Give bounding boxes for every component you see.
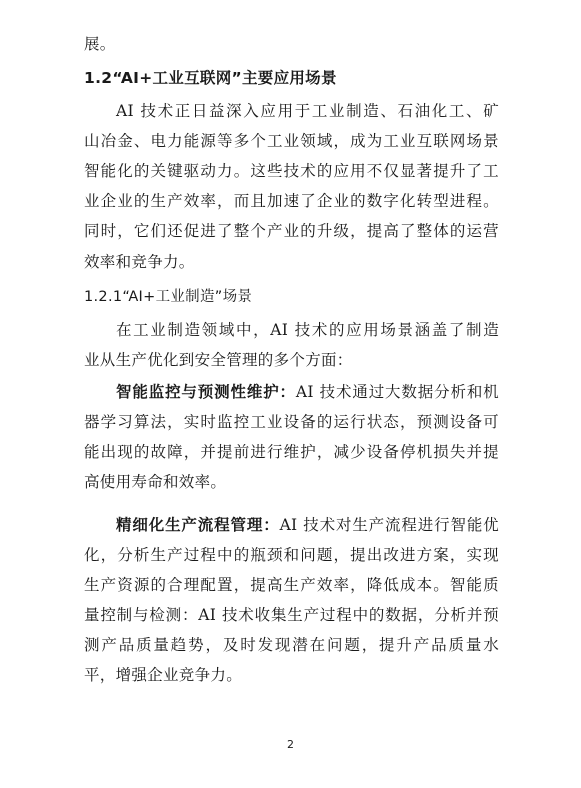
section-heading-1-2: 1.2“AI+工业互联网”主要应用场景: [84, 69, 337, 87]
section-heading-1-2-1: 1.2.1“AI+工业制造”场景: [84, 289, 253, 305]
page-number: 2: [287, 738, 294, 751]
paragraph-line: 器学习算法，实时监控工业设备的运行状态，预测设备可: [84, 413, 499, 431]
paragraph-tail-line: 展。: [84, 35, 116, 53]
term-smart-monitoring: 智能监控与预测性维护：: [116, 383, 296, 401]
paragraph-line: [116, 382, 499, 402]
paragraph-line: [116, 515, 499, 535]
paragraph-line: 高使用寿命和效率。: [84, 473, 227, 491]
paragraph-line: 能出现的故障，并提前进行维护，减少设备停机损失并提: [84, 443, 499, 461]
paragraph-text: AI 技术通过大数据分析和机: [295, 383, 499, 401]
term-process-management: 精细化生产流程管理：: [116, 516, 280, 534]
paragraph-line: 效率和竞争力。: [84, 253, 195, 271]
paragraph-line: 量控制与检测：AI 技术收集生产过程中的数据，分析并预: [84, 606, 499, 624]
paragraph-line: 山冶金、电力能源等多个工业领域，成为工业互联网场景: [84, 132, 499, 150]
paragraph-line: 在工业制造领域中，AI 技术的应用场景涵盖了制造: [116, 321, 499, 339]
paragraph-line: 平，增强企业竞争力。: [84, 666, 243, 684]
paragraph-line: 业企业的生产效率，而且加速了企业的数字化转型进程。: [84, 192, 499, 210]
paragraph-line: AI 技术正日益深入应用于工业制造、石油化工、矿: [116, 102, 499, 120]
paragraph-line: 业从生产优化到安全管理的多个方面：: [84, 351, 353, 369]
paragraph-line: 同时，它们还促进了整个产业的升级，提高了整体的运营: [84, 222, 499, 240]
paragraph-line: 生产资源的合理配置，提高生产效率，降低成本。智能质: [84, 576, 499, 594]
paragraph-text: AI 技术对生产流程进行智能优: [279, 516, 499, 534]
paragraph-line: 智能化的关键驱动力。这些技术的应用不仅显著提升了工: [84, 162, 499, 180]
paragraph-line: 化，分析生产过程中的瓶颈和问题，提出改进方案，实现: [84, 546, 499, 564]
paragraph-line: 测产品质量趋势，及时发现潜在问题，提升产品质量水: [84, 636, 499, 654]
